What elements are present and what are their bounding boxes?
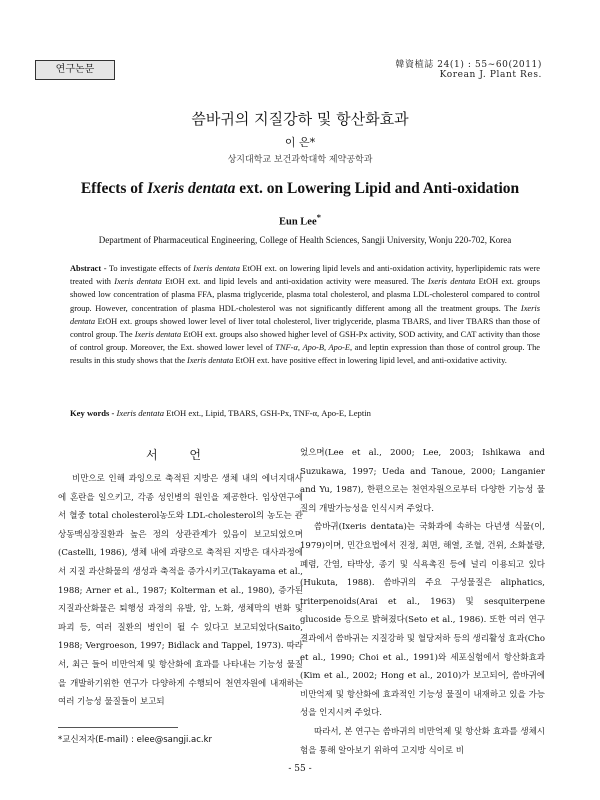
keywords-species: Ixeris dentata xyxy=(116,408,165,418)
abstract-text: EtOH ext. groups showed low concentration of plasma FFA, plasma triglyceride, plasma total cholesterol, and plasma LDL-cholesterol compared to control group. However, concentration of plasma HDL-cholesterol was not significantly different among all the treatment groups. The xyxy=(70,277,540,313)
keywords-label: Key words - xyxy=(70,408,117,418)
title-en-species: Ixeris dentata xyxy=(147,180,236,197)
abstract-species: Ixeris dentata xyxy=(427,277,476,287)
abstract-text: EtOH ext. have positive effect in lowering lipid level, and anti-oxidative activity. xyxy=(233,356,507,366)
article-type-badge: 연구논문 xyxy=(35,60,115,80)
body-column-left xyxy=(58,470,303,712)
affiliation-english: Department of Pharmaceutical Engineering, College of Health Sciences, Sangji University, Wonju 220-702, Korea xyxy=(98,235,512,245)
abstract-label: Abstract xyxy=(70,264,102,273)
paragraph: 따라서, 본 연구는 씀바귀의 비만억제 및 항산화 효과를 생체시험을 통해 알아보기 위하여 고지방 식이로 비 xyxy=(300,726,545,756)
author-en-mark: * xyxy=(316,212,321,222)
title-en-post: ext. on Lowering Lipid and Anti-oxidation xyxy=(235,180,520,197)
abstract-species: Ixeris dentata xyxy=(193,264,240,273)
author-english xyxy=(0,212,600,228)
abstract-species: Ixeris dentata xyxy=(187,356,234,366)
body-column-right xyxy=(300,444,545,760)
title-english xyxy=(0,180,600,198)
affiliation-korean: 상지대학교 보건과학대학 제약공학과 xyxy=(227,155,373,165)
page-number: - 55 - xyxy=(288,764,312,774)
abstract-text: EtOH ext. groups also showed higher level of GSH-Px activity, SOD activity, and CAT activity than those of control group. Moreover, the Ext. showed lower level of xyxy=(70,330,540,353)
footnote-divider xyxy=(58,727,178,728)
paragraph: 씀바귀(Ixeris dentata)는 국화과에 속하는 다년생 식물(이, 1979)이며, 민간요법에서 진정, 최면, 해열, 조혈, 건위, 소화불량, 폐렴, 간염, 타박상, 종기 및 식욕촉진 등에 널리 이용되고 있다(Hukuta, 1988). 씀바귀의 주요 구성물질은 aliphatics, triterpenoids(Arai et al., 1963) 및 sesquiterpene glucoside 등으로 밝혀졌다(Seto et al., 1986). 또한 여러 연구 결과에서 씀바귀는 지질강하 및 혈당저하 등의 생리활성 효과(Cho et al., 1990; Choi et al., 1991)와 세포실험에서 항산화효과(Kim et al., 2002; Hong et al., 2010)가 보고되어, 씀바귀에 비만억제 및 항산화에 효과적인 기능성 물질이 내재하고 있을 가능성을 인지시켜 주었다. xyxy=(300,522,545,719)
abstract-text: EtOH ext. and lipid levels and anti-oxidation activity were measured. The xyxy=(161,277,428,287)
abstract-species: Ixeris dentata xyxy=(70,303,540,326)
abstract-text: - To investigate effects of xyxy=(101,264,194,273)
corresponding-author-footnote: *교신저자(E-mail) : elee@sangji.ac.kr xyxy=(58,735,213,745)
title-korean: 씀바귀의 지질강하 및 항산화효과 xyxy=(191,110,409,128)
journal-citation: 韓資植誌 24(1) : 55∼60(2011) xyxy=(395,60,542,70)
abstract-text: EtOH ext. groups showed lower level of liver total cholesterol, liver triglyceride, plasma TBARS, and liver TBARS than those of control group. The xyxy=(70,316,540,340)
keywords xyxy=(70,408,540,418)
title-en-pre: Effects of xyxy=(80,180,148,197)
abstract-text: , and leptin expression than those of control group. The results in this study shows that the xyxy=(70,343,540,366)
abstract-species: Ixeris dentata xyxy=(134,330,182,340)
abstract-text: EtOH ext. on lowering lipid levels and anti-oxidation activity, hyperlipidemic rats were treated with xyxy=(70,264,540,287)
abstract xyxy=(70,262,540,368)
abstract-gene-terms: TNF-α, Apo-B, Apo-E xyxy=(275,343,350,353)
author-en-name: Eun Lee xyxy=(278,216,317,228)
journal-name: Korean J. Plant Res. xyxy=(439,70,542,80)
keywords-list: EtOH ext., Lipid, TBARS, GSH-Px, TNF-α, Apo-E, Leptin xyxy=(164,408,371,418)
section-heading-introduction: 서 언 xyxy=(146,448,215,462)
author-korean: 이 은* xyxy=(284,136,316,149)
paragraph: 비만으로 인해 과잉으로 축적된 지방은 생체 내의 에너지대사에 혼란을 일으키고, 각종 성인병의 원인을 제공한다. 임상연구에서 혈중 total cholesterol농도와 LDL-cholesterol의 농도는 관상동맥심장질환과 높은 정의 상관관계가 있음이 보고되었으며(Castelli, 1986), 생체 내에 과량으로 축적된 지방은 대사과정에서 지질 과산화물의 생성과 축적을 증가시키고(Takayama et al., 1988; Arner et al., 1987; Kolterman et al., 1980), 증가된 지질과산화물은 퇴행성 과정의 유발, 암, 노화, 생체막의 변화 및 파괴 등, 여러 질환의 병인이 될 수 있다고 보고되었다(Saito, 1988; Vergroeson, 1997; Bidlack and Tappel, 1973). 따라서, 최근 들어 비만억제 및 항산화에 효과를 나타내는 기능성 물질을 개발하기위한 연구가 다양하게 수행되어 천연자원에 내재하는 여러 기능성 물질들이 보고되 xyxy=(58,474,303,708)
abstract-species: Ixeris dentata xyxy=(114,277,162,287)
paragraph: 었으며(Lee et al., 2000; Lee, 2003; Ishikawa and Suzukawa, 1997; Ueda and Tanoue, 2000; Langanier and Yu, 1987), 한편으로는 천연자원으로부터 다양한 기능성 물질의 개발가능성을 인식시켜 주었다. xyxy=(300,448,545,514)
